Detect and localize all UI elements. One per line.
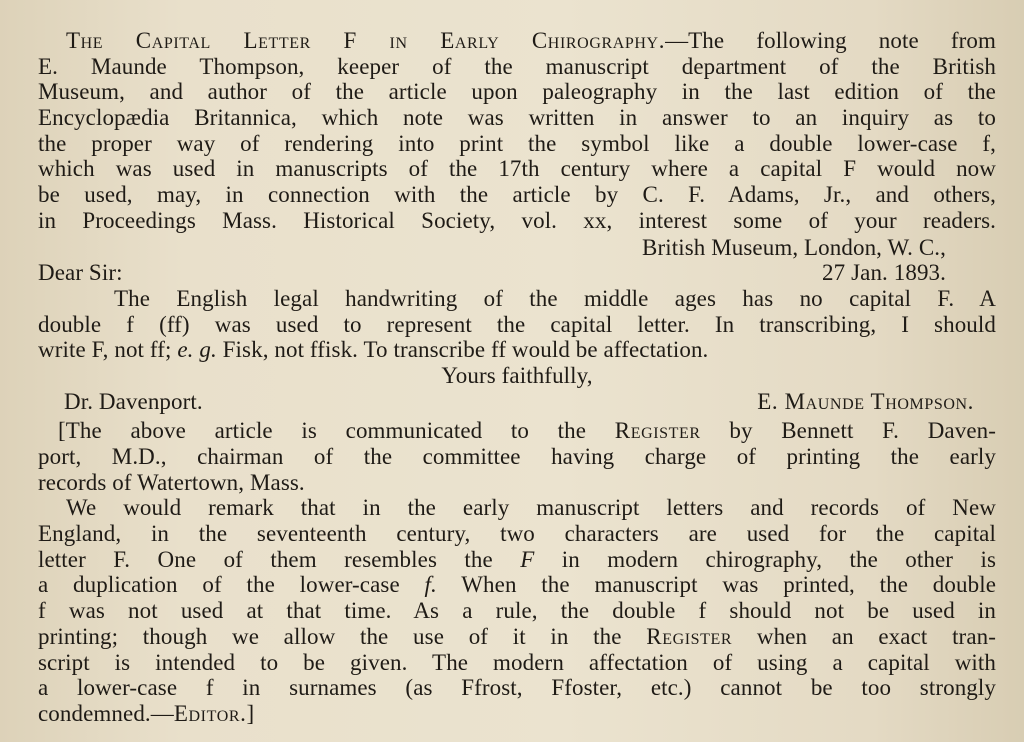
editor-note-line: port, M.D., chairman of the committee having charge of printing the early bbox=[38, 444, 996, 469]
intro-line: E. Maunde Thompson, keeper of the manuscript department of the British bbox=[38, 53, 996, 79]
letter-body-line: write F, not ff; e. g. Fisk, not ffisk. To transcribe ff would be affectation. bbox=[38, 337, 709, 363]
editor-note-line: a duplication of the lower-case f. When the manuscript was printed, the double bbox=[38, 572, 997, 598]
register-word: Register bbox=[614, 418, 701, 444]
editor-note bbox=[38, 418, 996, 726]
editor-note-line: England, in the seventeenth century, two characters are used for the capital bbox=[38, 521, 996, 547]
note-title: The Capital Letter F in Early Chirography. bbox=[66, 28, 666, 53]
editor-note-line: letter F. One of them resembles the F in modern chirography, the other is bbox=[38, 546, 997, 572]
editor-note-line: We would remark that in the early manuscript letters and records of New bbox=[66, 495, 996, 521]
intro-line: which was used in manuscripts of the 17th century where a capital F would now bbox=[38, 156, 996, 182]
intro-line: Encyclopædia Britannica, which note was written in answer to an inquiry as to bbox=[38, 105, 996, 131]
letter-signature-line bbox=[38, 389, 996, 415]
register-word: Register bbox=[646, 623, 733, 649]
letter-signer: E. Maunde Thompson. bbox=[757, 388, 974, 414]
intro-line: the proper way of rendering into print the symbol like a double lower-case f, bbox=[38, 130, 996, 156]
intro-line: be used, may, in connection with the article by C. F. Adams, Jr., and others, bbox=[38, 182, 996, 208]
editor-note-line: a lower-case f in surnames (as Ffrost, Ffoster, etc.) cannot be too strongly bbox=[38, 675, 996, 701]
editor-note-line: script is intended to be given. The modern affectation of using a capital with bbox=[38, 649, 996, 675]
letter-date: 27 Jan. 1893. bbox=[822, 260, 946, 286]
letter-closing: Yours faithfully, bbox=[441, 362, 593, 388]
editor-note-line: condemned.—Editor.] bbox=[38, 700, 255, 726]
letter-body-line: The English legal handwriting of the middle ages has no capital F. A bbox=[114, 285, 996, 311]
intro-line: in Proceedings Mass. Historical Society, vol. xx, interest some of your readers. bbox=[38, 207, 996, 233]
editor-note-line: [The above article is communicated to the Register by Bennett F. Daven- bbox=[58, 418, 996, 444]
letter-body-line: double f (ff) was used to represent the capital letter. In transcribing, I should bbox=[38, 311, 996, 337]
editor-note-line: f was not used at that time. As a rule, the double f should not be used in bbox=[38, 598, 996, 624]
eg-abbreviation: e. g. bbox=[177, 337, 217, 363]
intro-paragraph bbox=[38, 28, 996, 234]
editor-note-line: records of Watertown, Mass. bbox=[38, 469, 305, 495]
intro-line: Museum, and author of the article upon paleography in the last edition of the bbox=[38, 79, 996, 105]
letter-salutation: Dear Sir: bbox=[38, 260, 123, 286]
intro-line-1: The Capital Letter F in Early Chirography.—The following note from bbox=[66, 28, 996, 53]
editor-signature: Editor. bbox=[173, 700, 247, 726]
letter-address: British Museum, London, W. C., bbox=[642, 234, 946, 260]
editor-note-line: printing; though we allow the use of it in the Register when an exact tran- bbox=[38, 623, 996, 649]
letter-dateline bbox=[38, 260, 996, 286]
letter bbox=[38, 235, 996, 415]
letter-recipient: Dr. Davenport. bbox=[64, 388, 203, 414]
